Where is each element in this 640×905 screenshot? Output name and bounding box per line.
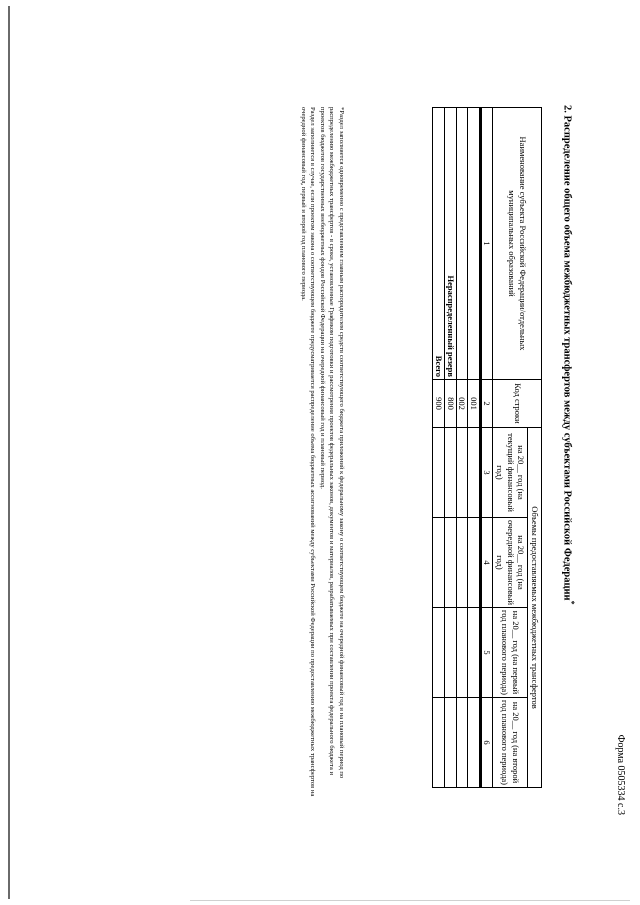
reserve-code: 800 <box>445 380 457 428</box>
rotated-page <box>66 55 626 815</box>
form-code: Форма 0505334 с.3 <box>615 734 626 815</box>
value-cell <box>468 608 481 698</box>
header-name: Наименование субъекта Российской Федерации/отдельных муниципальных образований <box>493 108 542 380</box>
value-cell <box>433 608 445 698</box>
value-cell <box>456 608 468 698</box>
header-year-plan1: на 20__ год (на первый год планового периода) <box>493 608 528 698</box>
total-label: Всего <box>433 108 445 380</box>
scan-edge <box>8 6 10 899</box>
footnote-2: Раздел заполняется в случае, если проектом закона о соответствующем бюджете предусматривается распределение объема бюджетных ассигнований между субъектами Российской Федерации по предоставлению межбюджетных трансфертов на очередной финансовый год, первый и второй год планового периода. <box>299 107 317 797</box>
value-cell <box>445 518 457 608</box>
reserve-row <box>445 108 457 788</box>
value-cell <box>468 698 481 788</box>
reserve-label: Нераспределенный резерв <box>445 108 457 380</box>
value-cell <box>433 518 445 608</box>
value-cell <box>445 428 457 518</box>
header-code: Код строки <box>493 380 542 428</box>
table-row <box>468 108 481 788</box>
header-year-next: на 20__ год (на очередной финансовый год) <box>493 518 528 608</box>
total-code: 900 <box>433 380 445 428</box>
value-cell <box>456 428 468 518</box>
col-number: 6 <box>480 698 493 788</box>
value-cell <box>468 428 481 518</box>
total-row <box>433 108 445 788</box>
row-name <box>468 108 481 380</box>
value-cell <box>445 698 457 788</box>
footnotes <box>298 107 346 797</box>
value-cell <box>433 428 445 518</box>
footnote-mark: * <box>567 600 576 605</box>
col-number: 5 <box>480 608 493 698</box>
table-row <box>456 108 468 788</box>
header-year-plan2: на 20__ год (на второй год планового периода) <box>493 698 528 788</box>
value-cell <box>433 698 445 788</box>
section-title-text: 2. Распределение общего объема межбюджетных трансфертов между субъектами Российской Федерации <box>561 105 573 601</box>
row-code: 001 <box>468 380 481 428</box>
row-name <box>456 108 468 380</box>
value-cell <box>456 698 468 788</box>
transfers-table <box>432 107 542 788</box>
scan-shadow <box>190 900 630 901</box>
col-number: 2 <box>480 380 493 428</box>
col-number: 1 <box>480 108 493 380</box>
value-cell <box>456 518 468 608</box>
row-code: 002 <box>456 380 468 428</box>
value-cell <box>445 608 457 698</box>
footnote-1: *Раздел заполняется одновременно с представлением главным распорядителем средств соответствующего бюджета приложений к федеральному закону о соответствующем бюджете на очередной финансовый год и на плановый период по распределению межбюджетных трансфертов - в сроки, установленные Графиком подготовки и рассмотрения проектов федеральных законов, документов и материалов, разрабатываемых при составлении проекта федерального бюджета и проектов бюджетов государственных внебюджетных фондов Российской Федерации на очередной финансовый год и плановый период. <box>318 107 345 779</box>
col-number: 3 <box>480 428 493 518</box>
header-group: Объемы предоставляемых межбюджетных трансфертов <box>528 428 542 788</box>
value-cell <box>468 518 481 608</box>
col-number: 4 <box>480 518 493 608</box>
section-title <box>562 105 577 605</box>
header-year-current: на 20__ год (на текущий финансовый год) <box>493 428 528 518</box>
